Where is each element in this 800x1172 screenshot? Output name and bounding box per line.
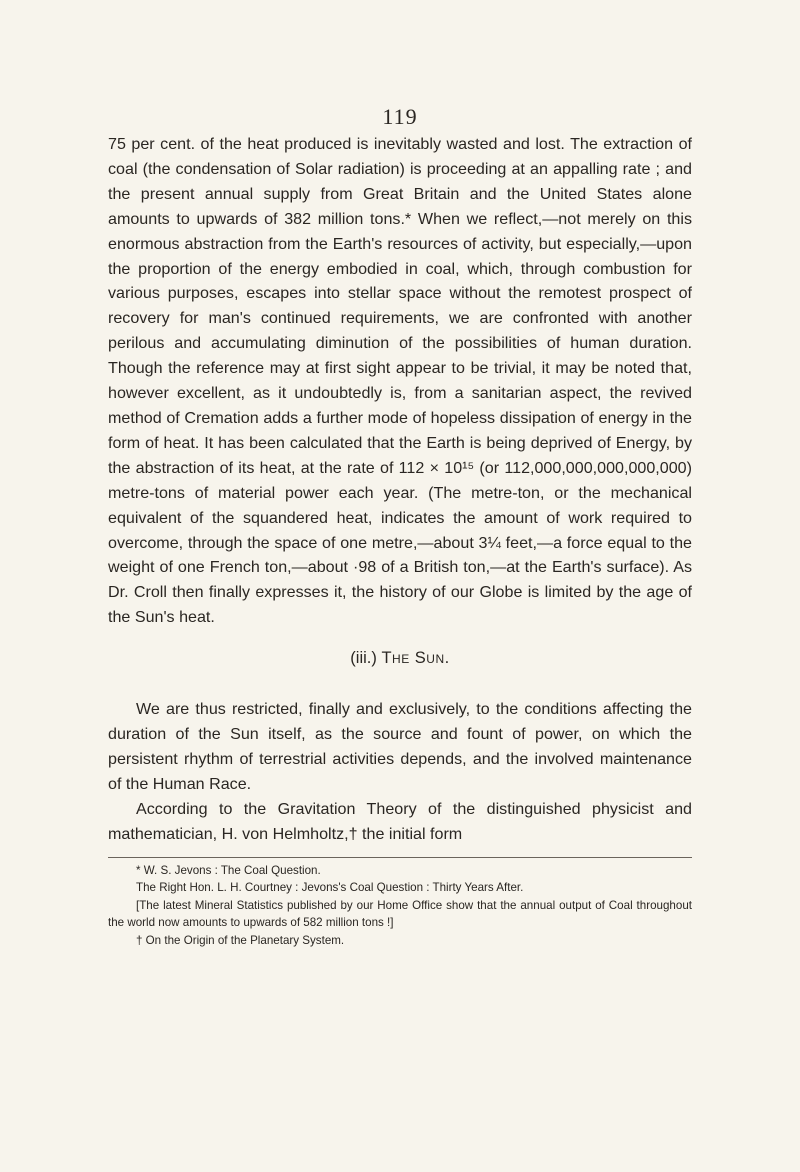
footnote-divider	[108, 857, 692, 858]
body-paragraph-2: We are thus restricted, finally and exclusively, to the conditions affecting the duration of the Sun itself, as the source and fount of power, on which the persistent rhythm of terrestrial activities depends, and the involved maintenance of the Human Race.	[108, 700, 692, 793]
section-title: The Sun.	[381, 649, 450, 667]
body-paragraph-1: 75 per cent. of the heat produced is inevitably wasted and lost. The extraction of coal (the condensation of Solar radiation) is proceeding at an appalling rate ; and the present annual supply from Great Britain and the United States alone amounts to upwards of 382 million tons.* When we reflect,—not merely on this enormous abstraction from the Earth's resources of activity, but especially,—upon the proportion of the energy embodied in coal, which, through combustion for various purposes, escapes into stellar space without the remotest prospect of recovery for man's continued requirements, we are confronted with another perilous and accumulating diminution of the possibilities of human duration. Though the reference may at first sight appear to be trivial, it may be noted that, however excellent, as it undoubtedly is, from a sanitarian aspect, the revived method of Cremation adds a further mode of hopeless dissipation of energy in the form of heat. It has been calculated that the Earth is being deprived of Energy, by the abstraction of its heat, at the rate of 112 × 10¹⁵ (or 112,000,000,000,000,000) metre-tons of material power each year. (The metre-ton, or the mechanical equivalent of the squandered heat, indicates the amount of work required to overcome, through the space of one metre,—about 3¼ feet,—a force equal to the weight of one French ton,—about ·98 of a British ton,—at the Earth's surface). As Dr. Croll then finally expresses it, the history of our Globe is limited by the age of the Sun's heat.	[108, 135, 692, 627]
body-paragraph-3: According to the Gravitation Theory of the distinguished physicist and mathematician, H. von Helmholtz,† the initial form	[108, 800, 692, 843]
footnote-1: * W. S. Jevons : The Coal Question.	[136, 864, 321, 877]
section-number: (iii.)	[350, 649, 377, 667]
footnote-4: † On the Origin of the Planetary System.	[136, 933, 345, 947]
page-number: 119	[382, 104, 418, 129]
footnote-3: [The latest Mineral Statistics published by our Home Office show that the annual output of Coal throughout the world now amounts to upwards of 582 million tons !]	[108, 898, 692, 930]
footnotes	[108, 862, 692, 949]
footnote-2: The Right Hon. L. H. Courtney : Jevons's Coal Question : Thirty Years After.	[136, 881, 524, 895]
section-heading	[0, 649, 800, 668]
